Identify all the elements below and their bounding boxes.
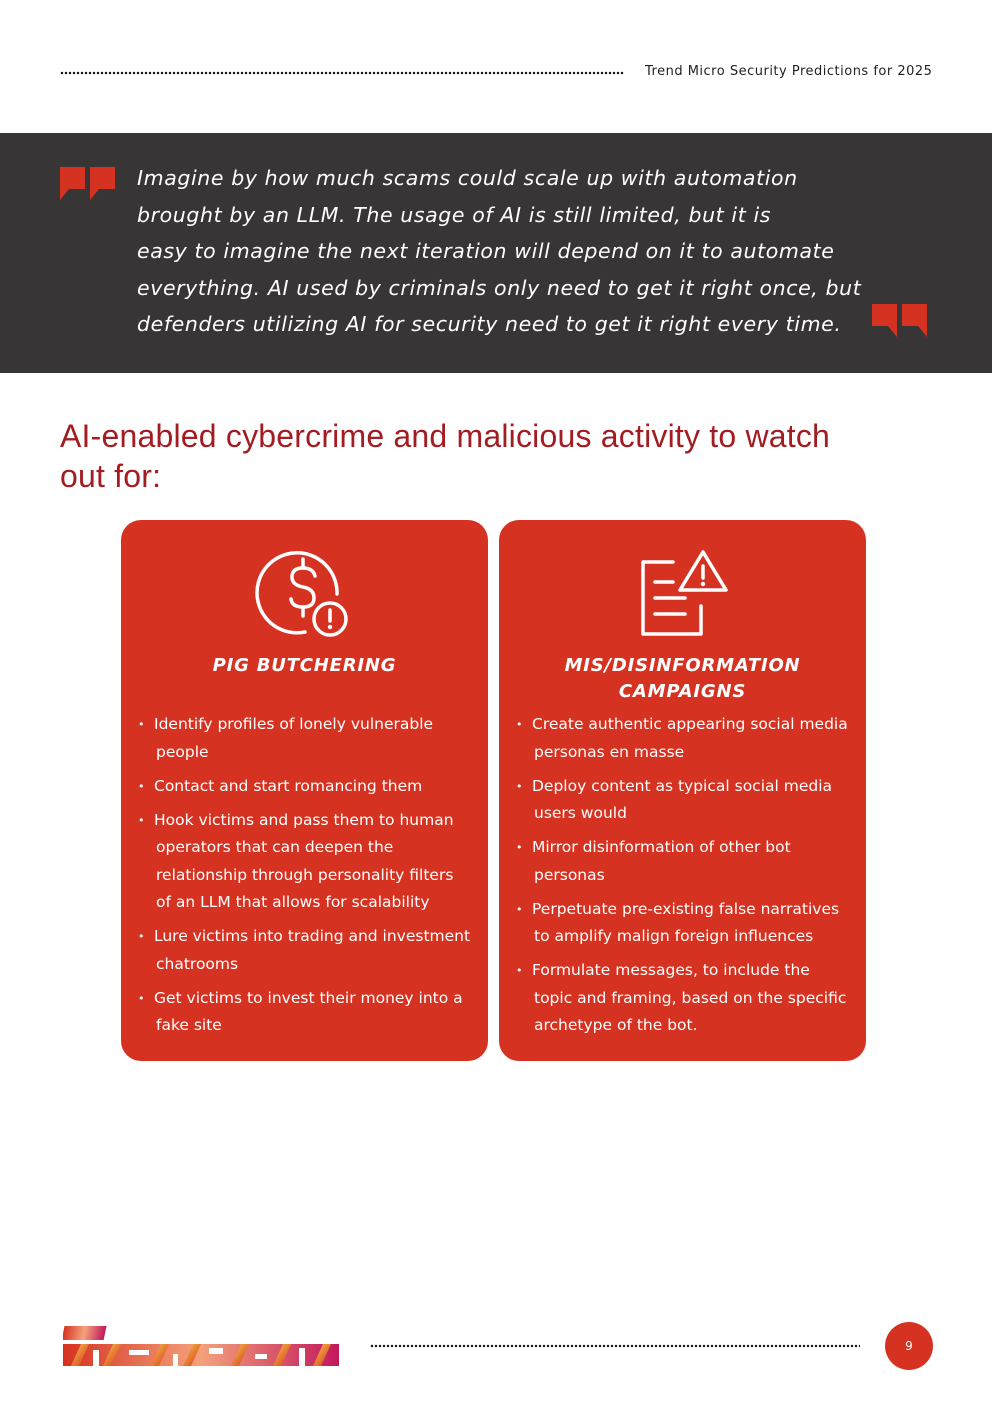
list-item-line: • Perpetuate pre-existing false narratives [532,899,840,918]
list-item-line: topic and framing, based on the specific [534,988,847,1007]
list-item-line: • Mirror disinformation of other bot [532,838,791,856]
header-dotted-rule [60,71,624,75]
quote-line: defenders utilizing AI for security need to get it right every time. [137,312,842,337]
quote-open-icon [60,167,116,201]
list-item-line: people [156,742,209,761]
list-item-line: • Get victims to invest their money into a [154,988,463,1007]
list-item [516,957,856,1040]
list-item-line: • Contact and start romancing them [154,776,423,795]
list-item [138,923,478,978]
list-item-line: • Create authentic appearing social media [532,715,848,733]
list-item-line: • Deploy content as typical social media [532,776,833,795]
list-item-line: • Lure victims into trading and investment [154,927,471,945]
list-item-line: to amplify malign foreign influences [534,927,814,945]
quote-line: brought by an LLM. The usage of AI is still limited, but it is [137,202,772,227]
dollar-alert-icon [255,546,355,646]
heading-line: out for: [60,458,162,494]
list-item-line: chatrooms [156,954,239,973]
list-item [138,807,478,917]
list-item-line: personas [534,865,605,884]
quote-close-icon [872,304,928,338]
section-heading [60,416,940,496]
bullet-list [516,711,856,1046]
card-title-line: MIS/DISINFORMATION [564,655,801,676]
footer-dotted-rule [370,1344,860,1348]
document-warning-icon [633,546,733,646]
list-item [138,711,478,766]
card-pig-butchering [121,520,488,1061]
list-item [516,773,856,828]
list-item-line: • Identify profiles of lonely vulnerable [154,715,434,733]
list-item-line: relationship through personality filters [156,865,454,884]
list-item-line: operators that can deepen the [156,838,394,856]
quote-line: everything. AI used by criminals only need to get it right once, but [137,275,862,300]
trend-micro-pattern-logo [63,1324,339,1368]
card-title [121,653,488,679]
list-item [516,834,856,889]
quote-line: Imagine by how much scams could scale up with automation [137,166,798,190]
page-number: 9 [885,1322,933,1370]
list-item [138,985,478,1040]
list-item [516,711,856,766]
bullet-list [138,711,478,1046]
list-item-line: archetype of the bot. [534,1016,698,1034]
quote-line: easy to imagine the next iteration will depend on it to automate [137,239,835,264]
card-disinformation-campaigns [499,520,866,1061]
list-item [138,773,478,801]
list-item-line: personas en masse [534,742,685,761]
heading-line: AI-enabled cybercrime and malicious activity to watch [60,418,831,454]
list-item [516,896,856,951]
report-title: Trend Micro Security Predictions for 2025 [645,64,933,79]
card-title [499,653,866,705]
list-item-line: fake site [156,1016,222,1034]
list-item-line: • Formulate messages, to include the [532,961,810,979]
card-title-line: CAMPAIGNS [618,681,747,702]
list-item-line: of an LLM that allows for scalability [156,893,430,911]
card-title-line: PIG BUTCHERING [212,655,397,676]
list-item-line: users would [534,804,627,822]
list-item-line: • Hook victims and pass them to human [154,810,454,829]
pull-quote [137,160,877,343]
